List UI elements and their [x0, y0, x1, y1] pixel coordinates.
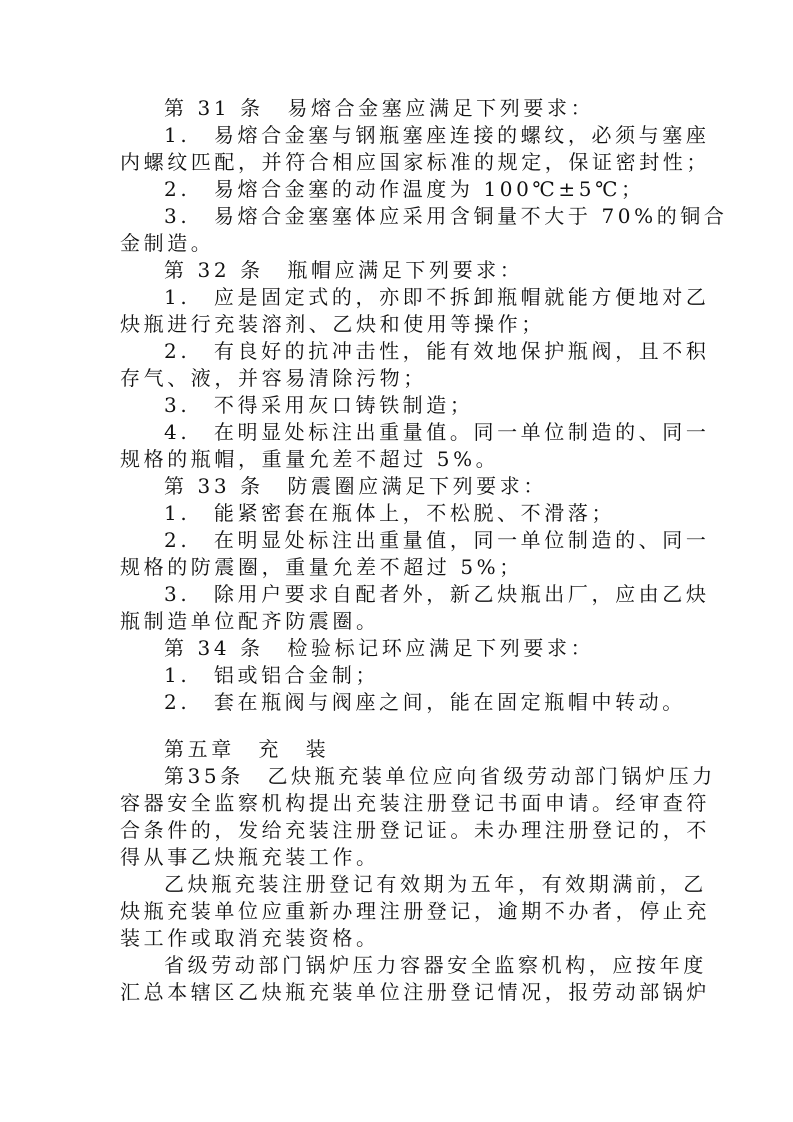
paragraph-line: 金制造。	[120, 231, 215, 255]
paragraph-line: 3. 除用户要求自配者外，新乙炔瓶出厂，应由乙炔	[164, 582, 710, 606]
paragraph-line: 得从事乙炔瓶充装工作。	[120, 845, 380, 869]
paragraph-line: 1. 铝或铝合金制；	[164, 663, 380, 687]
paragraph-line: 2. 套在瓶阀与阀座之间，能在固定瓶帽中转动。	[164, 690, 686, 714]
article-35-heading: 第35条 乙炔瓶充装单位应向省级劳动部门锅炉压力	[164, 764, 716, 788]
paragraph-line: 2. 易熔合金塞的动作温度为 100℃±5℃；	[164, 177, 645, 201]
paragraph-line: 省级劳动部门锅炉压力容器安全监察机构，应按年度	[164, 953, 707, 977]
article-31-heading: 第 31 条 易熔合金塞应满足下列要求：	[164, 96, 595, 120]
paragraph-line: 3. 不得采用灰口铸铁制造；	[164, 393, 474, 417]
paragraph-line: 乙炔瓶充装注册登记有效期为五年，有效期满前，乙	[164, 872, 707, 896]
article-33-heading: 第 33 条 防震圈应满足下列要求：	[164, 474, 547, 498]
paragraph-line: 2. 在明显处标注出重量值，同一单位制造的、同一	[164, 528, 710, 552]
paragraph-line: 3. 易熔合金塞塞体应采用含铜量不大于 70%的铜合	[164, 204, 728, 228]
paragraph-line: 规格的瓶帽，重量允差不超过 5%。	[120, 447, 500, 471]
paragraph-line: 1. 能紧密套在瓶体上，不松脱、不滑落；	[164, 501, 616, 525]
paragraph-line: 内螺纹匹配，并符合相应国家标准的规定，保证密封性；	[120, 150, 710, 174]
paragraph-line: 规格的防震圈，重量允差不超过 5%；	[120, 555, 523, 579]
paragraph-line: 炔瓶充装单位应重新办理注册登记，逾期不办者，停止充	[120, 899, 710, 923]
chapter-5-heading: 第五章 充 装	[164, 737, 330, 761]
paragraph-line: 2. 有良好的抗冲击性，能有效地保护瓶阀，且不积	[164, 339, 710, 363]
paragraph-line: 汇总本辖区乙炔瓶充装单位注册登记情况，报劳动部锅炉	[120, 980, 710, 1004]
article-34-heading: 第 34 条 检验标记环应满足下列要求：	[164, 636, 595, 660]
article-32-heading: 第 32 条 瓶帽应满足下列要求：	[164, 258, 524, 282]
paragraph-line: 1. 应是固定式的，亦即不拆卸瓶帽就能方便地对乙	[164, 285, 710, 309]
paragraph-line: 瓶制造单位配齐防震圈。	[120, 609, 380, 633]
paragraph-line: 炔瓶进行充装溶剂、乙炔和使用等操作；	[120, 312, 545, 336]
paragraph-line: 存气、液，并容易清除污物；	[120, 366, 427, 390]
paragraph-line: 容器安全监察机构提出充装注册登记书面申请。经审查符	[120, 791, 710, 815]
paragraph-line: 1. 易熔合金塞与钢瓶塞座连接的螺纹，必须与塞座	[164, 123, 710, 147]
paragraph-line: 4. 在明显处标注出重量值。同一单位制造的、同一	[164, 420, 710, 444]
paragraph-line: 合条件的，发给充装注册登记证。未办理注册登记的，不	[120, 818, 710, 842]
paragraph-line: 装工作或取消充装资格。	[120, 926, 380, 950]
